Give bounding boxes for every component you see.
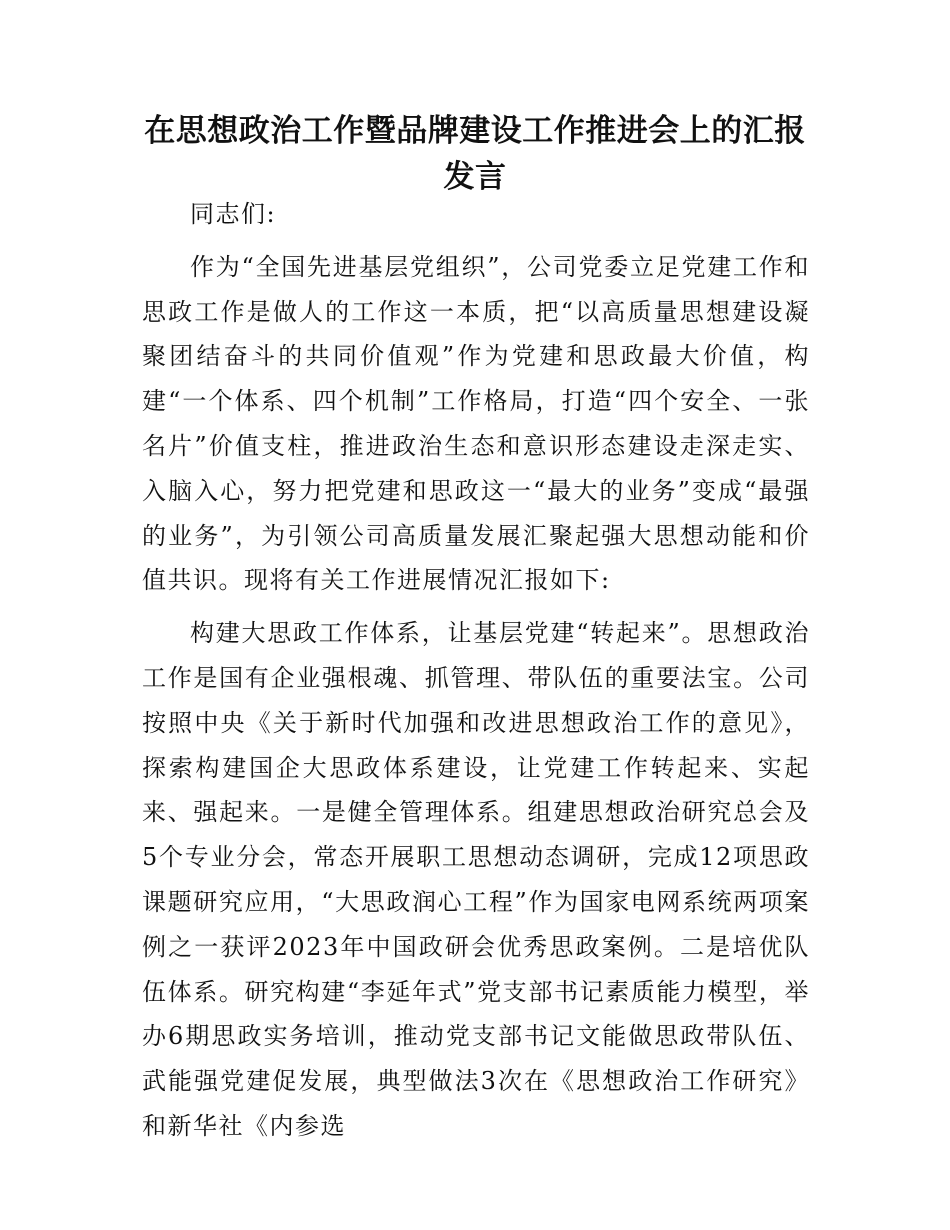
document-body [142, 192, 810, 1149]
salutation: 同志们: [190, 200, 277, 228]
paragraph-intro: 作为“全国先进基层党组织”，公司党委立足党建工作和思政工作是做人的工作这一本质，把“以高质量思想建设凝聚团结奋斗的共同价值观”作为党建和思政最大价值，构建“一个体系、四个机制”工作格局，打造“四个安全、一张名片”价值支柱，推进政治生态和意识形态建设走深走实、入脑入心，努力把党建和思政这一“最大的业务”变成“最强的业务”，为引领公司高质量发展汇聚起强大思想动能和价值共识。现将有关工作进展情况汇报如下: [142, 252, 810, 595]
paragraph-system: 构建大思政工作体系，让基层党建“转起来”。思想政治工作是国有企业强根魂、抓管理、带队伍的重要法宝。公司按照中央《关于新时代加强和改进思想政治工作的意见》，探索构建国企大思政体系建设，让党建工作转起来、实起来、强起来。一是健全管理体系。组建思想政治研究总会及5个专业分会，常态开展职工思想动态调研，完成12项思政课题研究应用，“大思政润心工程”作为国家电网系统两项案例之一获评2023年中国政研会优秀思政案例。二是培优队伍体系。研究构建“李延年式”党支部书记素质能力模型，举办6期思政实务培训，推动党支部书记文能做思政带队伍、武能强党建促发展，典型做法3次在《思想政治工作研究》和新华社《内参选 [142, 619, 810, 1140]
document-title: 在思想政治工作暨品牌建设工作推进会上的汇报发言 [144, 113, 806, 195]
